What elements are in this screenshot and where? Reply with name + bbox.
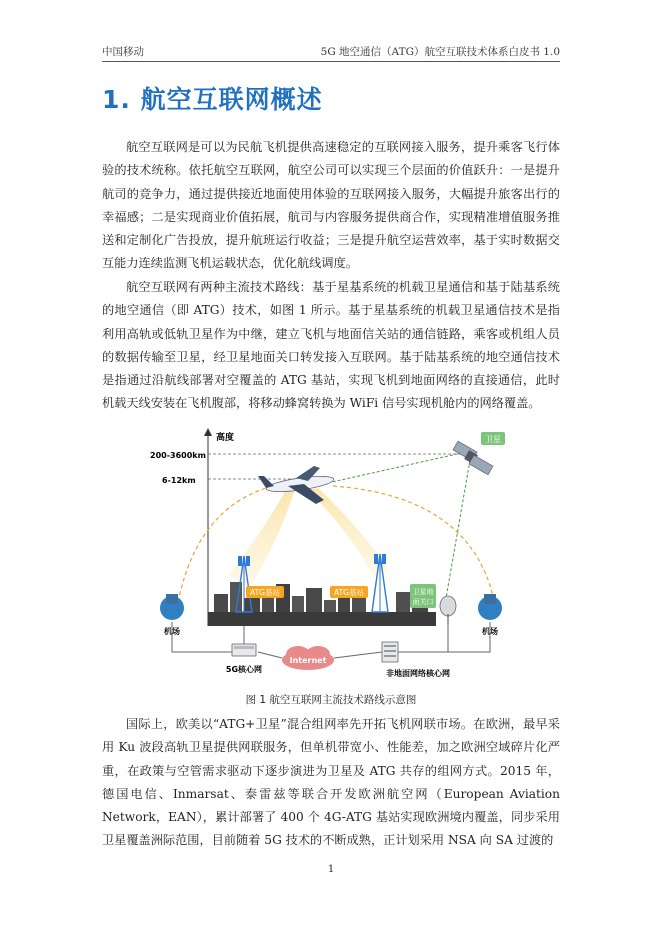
altitude-axis-label: 高度 — [216, 433, 235, 443]
atg-beam-left — [228, 490, 294, 584]
satellite-label: 卫星 — [485, 435, 501, 444]
internet-label: Internet — [289, 656, 327, 665]
airport-icon-left — [160, 594, 184, 620]
gateway-label-line-1: 卫星地 — [412, 588, 434, 596]
atg-label-left: ATG基站 — [250, 588, 280, 597]
network-line-core-internet — [258, 652, 282, 658]
network-line-internet-ntn — [334, 652, 382, 658]
altitude-low-label: 6-12km — [162, 476, 196, 485]
network-line-right — [398, 622, 490, 652]
page-number: 1 — [327, 864, 335, 875]
network-line-left — [172, 622, 236, 652]
paragraph-3: 国际上，欧美以“ATG+卫星”混合组网率先开拓飞机网联市场。在欧洲，最早采用 Ku 波段高轨卫星提供网联服务，但单机带宽小、性能差，加之欧洲空域碎片化严重，在政策与空管需求驱动下逐步演进为卫星及 ATG 共存的组网方式。2015 年，德国电信、Inmarsat、泰雷兹等联合开发欧洲航空网（European Aviation Network，EAN），累计部署了 400 个 4G-ATG 基站实现欧洲境内覆盖，同步采用卫星覆盖洲际范围，目前随着 5G 技术的不断成熟，正计划采用 NSA 向 SA 过渡的 — [102, 717, 560, 848]
header-divider — [102, 61, 560, 62]
satellite-link-aircraft — [323, 452, 466, 484]
core-5g-server-icon — [232, 644, 256, 656]
ntn-core-server-icon — [382, 642, 398, 662]
airport-label-right: 机场 — [482, 627, 498, 636]
city-skyline — [208, 582, 436, 626]
satellite-dish-icon — [440, 596, 456, 624]
core-5g-label: 5G核心网 — [225, 665, 263, 674]
airport-label-left: 机场 — [164, 627, 180, 636]
atg-label-right: ATG基站 — [334, 588, 364, 597]
paragraph-2: 航空互联网有两种主流技术路线：基于星基系统的机载卫星通信和基于陆基系统的地空通信（即 ATG）技术，如图 1 所示。基于星基系统的机载卫星通信技术是指利用高轨或低轨卫星作为中继，建立飞机与地面信关站的通信链路，乘客或机组人员的数据传输至卫星，经卫星地面关口转发接入互联网。基于陆基系统的地空通信技术是指通过沿航线部署对空覆盖的 ATG 基站，实现飞机到地面网络的直接通信，此时机载天线安装在飞机腹部，将移动蜂窝转换为 WiFi 信号实现机舱内的网络覆盖。 — [102, 280, 560, 411]
atg-tower-right — [372, 554, 388, 612]
header-doc-title: 5G 地空通信（ATG）航空互联技术体系白皮书 1.0 — [320, 46, 560, 58]
section-title: 1. 航空互联网概述 — [102, 85, 323, 114]
paragraph-1: 航空互联网是可以为民航飞机提供高速稳定的互联网接入服务，提升乘客飞行体验的技术统称。依托航空互联网，航空公司可以实现三个层面的价值跃升：一是提升航司的竞争力，通过提供接近地面使用体验的互联网接入服务，大幅提升旅客出行的幸福感；二是实现商业价值拓展，航司与内容服务提供商合作，实现精准增值服务推送和定制化广告投放，提升航班运行收益；三是提升航空运营效率，基于实时数据交互能力连续监测飞机运载状态，优化航线调度。 — [102, 140, 560, 271]
figure-atg-diagram — [148, 426, 514, 688]
gateway-label-line-2: 面关口 — [412, 598, 434, 606]
altitude-axis-arrow — [204, 428, 212, 436]
header-org: 中国移动 — [102, 46, 144, 58]
ntn-core-label: 非地面网络核心网 — [386, 669, 450, 678]
diagram-svg — [148, 426, 514, 688]
page-header — [102, 44, 560, 60]
satellite-icon — [453, 441, 493, 475]
altitude-high-label: 200-3600km — [150, 451, 206, 460]
airport-icon-right — [478, 594, 502, 620]
figure-caption: 图 1 航空互联网主流技术路线示意图 — [245, 694, 417, 706]
